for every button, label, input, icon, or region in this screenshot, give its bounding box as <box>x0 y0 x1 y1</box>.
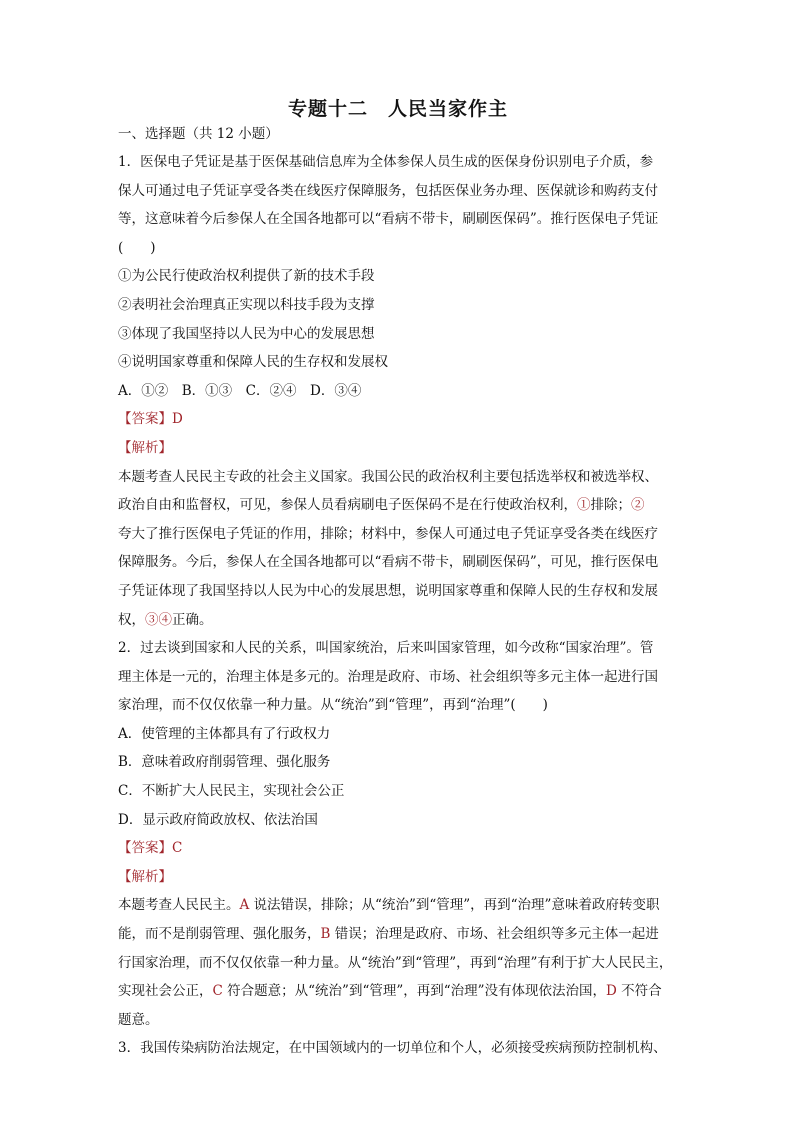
q1-analysis-highlight: ① <box>577 497 591 514</box>
question-2 <box>118 634 678 1034</box>
q2-analysis-text: 说法错误，排除；从“统治”到“管理”，再到“治理”意味着政府转变职 <box>249 897 660 914</box>
q1-analysis-line-3: 夸大了推行医保电子凭证的作用，排除；材料中，参保人可通过电子凭证享受各类在线医疗 <box>118 525 658 542</box>
q1-stem-line-1: 1．医保电子凭证是基于医保基础信息库为全体参保人员生成的医保身份识别电子介质，参 <box>118 154 654 170</box>
q2-analysis-highlight: B <box>320 926 331 943</box>
q2-analysis-label: 【解析】 <box>118 868 172 885</box>
q1-analysis-line-4: 保障服务。今后，参保人在全国各地都可以“看病不带卡，刷刷医保码”，可见，推行医保电 <box>118 554 659 571</box>
q2-analysis-line-2 <box>118 920 678 949</box>
q2-answer-value: C <box>172 840 183 857</box>
q2-analysis-text: 不符合 <box>616 983 662 1000</box>
page-title: 专题十二 人民当家作主 <box>287 98 508 120</box>
q2-option-a: A．使管理的主体都具有了行政权力 <box>118 725 331 742</box>
question-3 <box>118 1034 678 1063</box>
q2-option-b: B．意味着政府削弱管理、强化服务 <box>118 754 331 771</box>
q2-option-d: D．显示政府简政放权、依法治国 <box>118 811 318 828</box>
q2-analysis-line-3: 行国家治理，而不仅仅依靠一种力量。从“统治”到“管理”，再到“治理”有利于扩大人民民主， <box>118 954 673 971</box>
q2-analysis-line-4 <box>118 977 678 1006</box>
q2-analysis-text: 符合题意；从“统治”到“管理”，再到“治理”没有体现依法治国， <box>222 983 607 1000</box>
q1-analysis-line-2 <box>118 491 678 520</box>
q1-answer-label: 【答案】 <box>118 411 172 428</box>
q2-stem-line-2: 理主体是一元的，治理主体是多元的。治理是政府、市场、社会组织等多元主体一起进行国 <box>118 668 658 685</box>
q1-statement-3: ③体现了我国坚持以人民为中心的发展思想 <box>118 325 375 342</box>
q1-analysis-line-5: 子凭证体现了我国坚持以人民为中心的发展思想，说明国家尊重和保障人民的生存权和发展 <box>118 582 658 599</box>
q2-stem-line-1: 2．过去谈到国家和人民的关系，叫国家统治，后来叫国家管理，如今改称“国家治理”。管 <box>118 640 654 657</box>
q1-analysis-text: 权， <box>118 611 145 628</box>
q1-analysis-text: 正确。 <box>172 611 213 628</box>
q2-analysis-line-1 <box>118 891 678 920</box>
q1-answer-value: D <box>172 411 183 428</box>
question-1 <box>118 148 678 634</box>
q2-analysis-highlight: C <box>212 983 223 1000</box>
q1-statement-2: ②表明社会治理真正实现以科技手段为支撑 <box>118 296 375 313</box>
q1-analysis-text: 排除； <box>590 497 631 514</box>
q2-answer <box>118 834 678 863</box>
q1-analysis-line-6 <box>118 606 678 635</box>
q2-analysis-line-5: 题意。 <box>118 1011 159 1028</box>
q2-analysis-highlight: D <box>606 983 617 1000</box>
q1-stem-line-3: 等，这意味着今后参保人在全国各地都可以“看病不带卡，刷刷医保码”。推行医保电子凭证 <box>118 211 659 228</box>
q1-analysis-text: 政治自由和监督权，可见，参保人员看病刷电子医保码不是在行使政治权利， <box>118 497 577 514</box>
q1-analysis-label: 【解析】 <box>118 439 172 456</box>
q2-option-c: C．不断扩大人民民主，实现社会公正 <box>118 783 345 800</box>
q2-analysis-text: 错误；治理是政府、市场、社会组织等多元主体一起进 <box>330 926 659 943</box>
q1-statement-4: ④说明国家尊重和保障人民的生存权和发展权 <box>118 354 388 371</box>
q1-options: A．①② B．①③ C．②④ D．③④ <box>118 382 362 399</box>
q2-analysis-text: 实现社会公正， <box>118 983 213 1000</box>
q2-stem-line-3: 家治理，而不仅仅依靠一种力量。从“统治”到“管理”，再到“治理”( ) <box>118 697 548 714</box>
q1-analysis-highlight: ② <box>631 497 645 514</box>
q1-statement-1: ①为公民行使政治权利提供了新的技术手段 <box>118 268 375 285</box>
q1-answer <box>118 405 678 434</box>
section-heading: 一、选择题（共 12 小题） <box>118 126 279 142</box>
q3-stem-line-1: 3．我国传染病防治法规定，在中国领域内的一切单位和个人，必须接受疾病预防控制机构、 <box>118 1040 667 1057</box>
q2-analysis-text: 能，而不是削弱管理、强化服务， <box>118 926 321 943</box>
q2-analysis-highlight: A <box>239 897 250 914</box>
q1-stem-line-2: 保人可通过电子凭证享受各类在线医疗保障服务，包括医保业务办理、医保就诊和购药支付 <box>118 182 658 199</box>
q2-answer-label: 【答案】 <box>118 840 172 857</box>
q1-analysis-highlight: ③④ <box>145 611 172 628</box>
q1-analysis-line-1: 本题考查人民民主专政的社会主义国家。我国公民的政治权利主要包括选举权和被选举权、 <box>118 468 658 485</box>
q1-stem-blank: ( ) <box>118 239 156 256</box>
q2-analysis-text: 本题考查人民民主。 <box>118 897 240 914</box>
